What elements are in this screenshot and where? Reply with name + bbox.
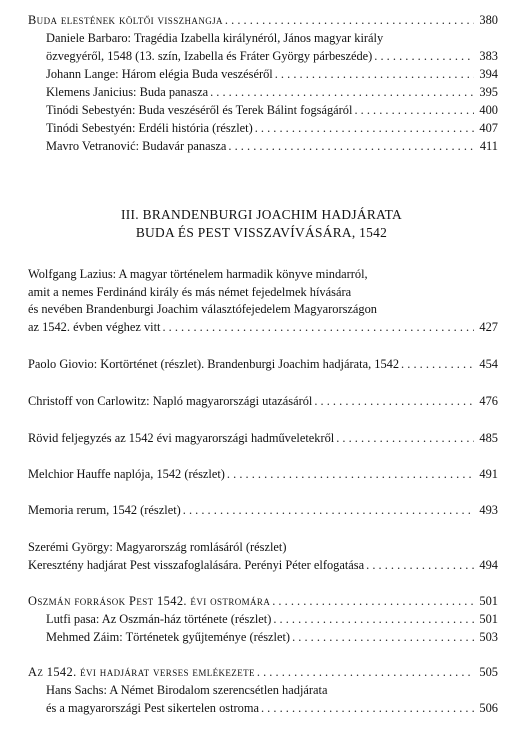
page-number: 501 — [479, 612, 498, 626]
toc-section-heading — [28, 593, 498, 611]
toc-entry — [28, 356, 498, 374]
page-number: 454 — [479, 357, 498, 371]
entry-title: Tinódi Sebestyén: Buda veszéséről és Terek Bálint fogságáról — [46, 103, 353, 117]
entry-title: Mehmed Záim: Történetek gyűjteménye (részlet) — [46, 630, 291, 644]
entry-line: Szerémi György: Magyarország romlásáról (részlet) — [28, 540, 287, 554]
toc-entry — [46, 611, 498, 629]
toc-entry — [46, 84, 498, 102]
toc-entry — [46, 120, 498, 138]
page-number: 491 — [479, 467, 498, 481]
toc-entry — [46, 102, 498, 120]
page-number: 503 — [479, 630, 498, 644]
entry-title: Lutfi pasa: Az Oszmán-ház története (részlet) — [46, 612, 272, 626]
toc-entry — [46, 138, 498, 156]
toc-entry — [46, 682, 498, 717]
entry-title: Tinódi Sebestyén: Erdéli história (részlet) — [46, 121, 253, 135]
page-number: 501 — [479, 594, 498, 608]
toc-entry — [46, 30, 498, 65]
toc-entry — [28, 430, 498, 448]
page-number: 394 — [479, 67, 498, 81]
page-number: 407 — [479, 121, 498, 135]
toc-entry — [46, 66, 498, 84]
page-number: 476 — [479, 394, 498, 408]
page-number: 485 — [479, 431, 498, 445]
toc-entry — [28, 466, 498, 484]
entry-title: Memoria rerum, 1542 (részlet) — [28, 503, 181, 517]
page-number: 505 — [479, 665, 498, 679]
entry-line: amit a nemes Ferdinánd király és más német fejedelmek hívására — [28, 284, 352, 299]
entry-title: Paolo Giovio: Kortörténet (részlet). Brandenburgi Joachim hadjárata, 1542 — [28, 357, 400, 371]
chapter-title-line-2: BUDA ÉS PEST VISSZAVÍVÁSÁRA, 1542 — [135, 225, 388, 240]
entry-title: özvegyéről, 1548 (13. szín, Izabella és Fráter György párbeszéde) — [46, 48, 373, 63]
toc-section-heading — [28, 664, 498, 682]
entry-title: Melchior Hauffe naplója, 1542 (részlet) — [28, 467, 225, 481]
entry-title: az 1542. évben véghez vitt — [28, 319, 161, 334]
page-number: 380 — [479, 13, 498, 27]
entry-line: Wolfgang Lazius: A magyar történelem harmadik könyve mindarról, — [28, 267, 368, 281]
toc-entry — [28, 393, 498, 411]
chapter-title-line-1: III. BRANDENBURGI JOACHIM HADJÁRATA — [121, 207, 402, 222]
entry-title: Keresztény hadjárat Pest visszafoglalására. Perényi Péter elfogatása — [28, 557, 365, 572]
page-number: 395 — [479, 85, 498, 99]
page-number: 400 — [479, 103, 498, 117]
entry-line: Daniele Barbaro: Tragédia Izabella királynéról, János magyar király — [46, 31, 384, 45]
section-title: Az 1542. évi hadjárat verses emlékezete — [28, 665, 255, 679]
page-number: 427 — [479, 319, 498, 334]
entry-line: és nevében Brandenburgi Joachim választófejedelem Magyarországon — [28, 302, 377, 317]
page-number: 494 — [479, 557, 498, 572]
entry-line: Hans Sachs: A Német Birodalom szerencsétlen hadjárata — [46, 683, 328, 697]
entry-title: Christoff von Carlowitz: Napló magyarországi utazásáról — [28, 394, 313, 408]
page-number: 493 — [479, 503, 498, 517]
toc-entry — [28, 502, 498, 520]
entry-title: Johann Lange: Három elégia Buda veszéséről — [46, 67, 273, 81]
toc-entry — [46, 629, 498, 647]
toc-entry — [28, 539, 498, 574]
section-title: Buda elestének költői visszhangja — [28, 13, 223, 27]
section-title: Oszmán források Pest 1542. évi ostromára — [28, 594, 271, 608]
entry-title: és a magyarországi Pest sikertelen ostroma — [46, 700, 259, 715]
page-number: 411 — [479, 139, 498, 153]
entry-title: Rövid feljegyzés az 1542 évi magyarországi hadműveletekről — [28, 431, 335, 445]
toc-section-heading — [28, 12, 498, 30]
page-number: 506 — [479, 700, 498, 715]
entry-title: Mavro Vetranović: Budavár panasza — [46, 139, 227, 153]
page-number: 383 — [479, 48, 498, 63]
toc-entry — [28, 266, 498, 336]
entry-title: Klemens Janicius: Buda panasza — [46, 85, 209, 99]
